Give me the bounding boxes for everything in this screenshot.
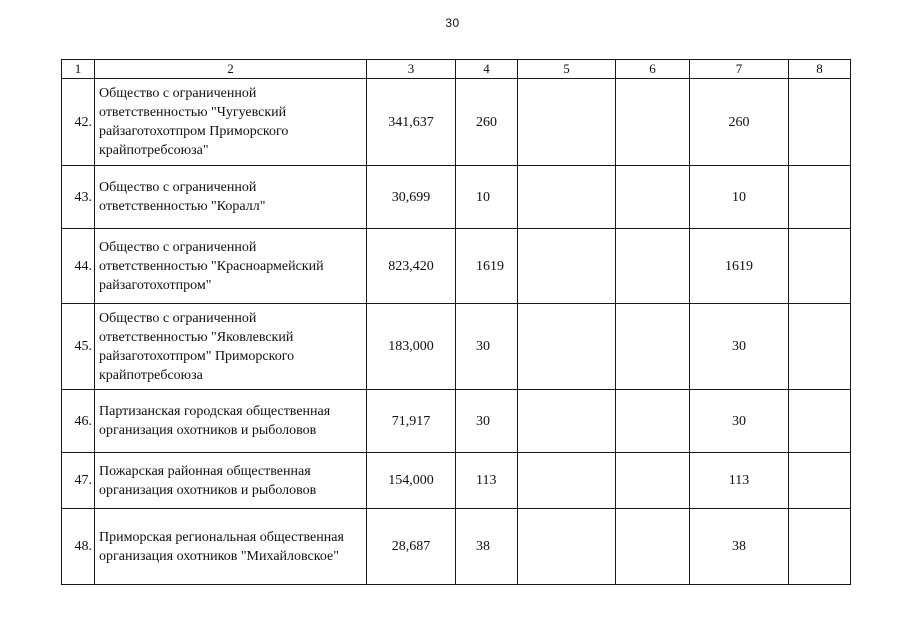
col5-value	[518, 509, 616, 585]
col4-value: 1619	[456, 229, 518, 304]
col6-value	[616, 453, 690, 509]
col6-value	[616, 304, 690, 390]
col4-value: 113	[456, 453, 518, 509]
organization-name	[95, 453, 367, 509]
name-line: организация охотников и рыболовов	[99, 423, 317, 438]
col6-value	[616, 390, 690, 453]
col5-value	[518, 166, 616, 229]
row-number: 45.	[62, 304, 95, 390]
table-row	[62, 390, 851, 453]
row-number: 48.	[62, 509, 95, 585]
area-value: 30,699	[367, 166, 456, 229]
header-cell-3: 3	[367, 60, 456, 79]
table-header-row	[62, 60, 851, 79]
page-number: 30	[445, 16, 460, 30]
table-row	[62, 79, 851, 166]
col5-value	[518, 453, 616, 509]
data-table	[61, 59, 851, 585]
col6-value	[616, 166, 690, 229]
name-line: ответственностью "Красноармейский	[99, 258, 324, 274]
col7-value: 10	[690, 166, 789, 229]
col5-value	[518, 304, 616, 390]
name-line: райзаготохотпром"	[99, 277, 212, 293]
col8-value	[789, 509, 851, 585]
header-cell-2: 2	[95, 60, 367, 79]
name-line: Общество с ограниченной	[99, 310, 257, 326]
organization-name	[95, 166, 367, 229]
row-number: 47.	[62, 453, 95, 509]
header-cell-5: 5	[518, 60, 616, 79]
col7-value: 38	[690, 509, 789, 585]
name-line: ответственностью "Чугуевский	[99, 105, 287, 120]
name-line: организация охотников и рыболовов	[99, 482, 317, 498]
header-cell-6: 6	[616, 60, 690, 79]
organization-name	[95, 390, 367, 453]
name-line: Приморская региональная общественная	[99, 529, 344, 545]
col8-value	[789, 229, 851, 304]
name-line: ответственностью "Яковлевский	[99, 329, 294, 345]
name-line: организация охотников "Михайловское"	[99, 548, 339, 564]
row-number: 44.	[62, 229, 95, 304]
name-line: ответственностью "Коралл"	[99, 199, 266, 214]
name-line: Общество с ограниченной	[99, 86, 257, 101]
col8-value	[789, 390, 851, 453]
col5-value	[518, 229, 616, 304]
col7-value: 30	[690, 390, 789, 453]
col4-value: 260	[456, 79, 518, 166]
organization-name	[95, 229, 367, 304]
name-line: Общество с ограниченной	[99, 239, 257, 255]
col4-value: 30	[456, 390, 518, 453]
name-line: крайпотребсоюза	[99, 367, 203, 383]
col8-value	[789, 304, 851, 390]
table-row	[62, 453, 851, 509]
col6-value	[616, 509, 690, 585]
name-line: крайпотребсоюза"	[99, 143, 209, 158]
area-value: 823,420	[367, 229, 456, 304]
col5-value	[518, 390, 616, 453]
col5-value	[518, 79, 616, 166]
name-line: Партизанская городская общественная	[99, 404, 331, 419]
col4-value: 10	[456, 166, 518, 229]
col8-value	[789, 453, 851, 509]
col7-value: 113	[690, 453, 789, 509]
name-line: райзаготохотпром" Приморского	[99, 348, 295, 364]
name-line: Общество с ограниченной	[99, 180, 257, 195]
col8-value	[789, 166, 851, 229]
area-value: 154,000	[367, 453, 456, 509]
table-row	[62, 166, 851, 229]
header-cell-4: 4	[456, 60, 518, 79]
area-value: 71,917	[367, 390, 456, 453]
area-value: 183,000	[367, 304, 456, 390]
area-value: 341,637	[367, 79, 456, 166]
col4-value: 38	[456, 509, 518, 585]
row-number: 43.	[62, 166, 95, 229]
col7-value: 260	[690, 79, 789, 166]
header-cell-7: 7	[690, 60, 789, 79]
table-row	[62, 509, 851, 585]
name-line: Пожарская районная общественная	[99, 463, 311, 479]
col4-value: 30	[456, 304, 518, 390]
col6-value	[616, 229, 690, 304]
area-value: 28,687	[367, 509, 456, 585]
header-cell-1: 1	[62, 60, 95, 79]
row-number: 42.	[62, 79, 95, 166]
header-cell-8: 8	[789, 60, 851, 79]
table-row	[62, 304, 851, 390]
table-body	[62, 60, 851, 585]
organization-name	[95, 79, 367, 166]
row-number: 46.	[62, 390, 95, 453]
organization-name	[95, 509, 367, 585]
col7-value: 30	[690, 304, 789, 390]
col6-value	[616, 79, 690, 166]
col7-value: 1619	[690, 229, 789, 304]
col8-value	[789, 79, 851, 166]
organization-name	[95, 304, 367, 390]
table-row	[62, 229, 851, 304]
name-line: райзаготохотпром Приморского	[99, 124, 289, 139]
